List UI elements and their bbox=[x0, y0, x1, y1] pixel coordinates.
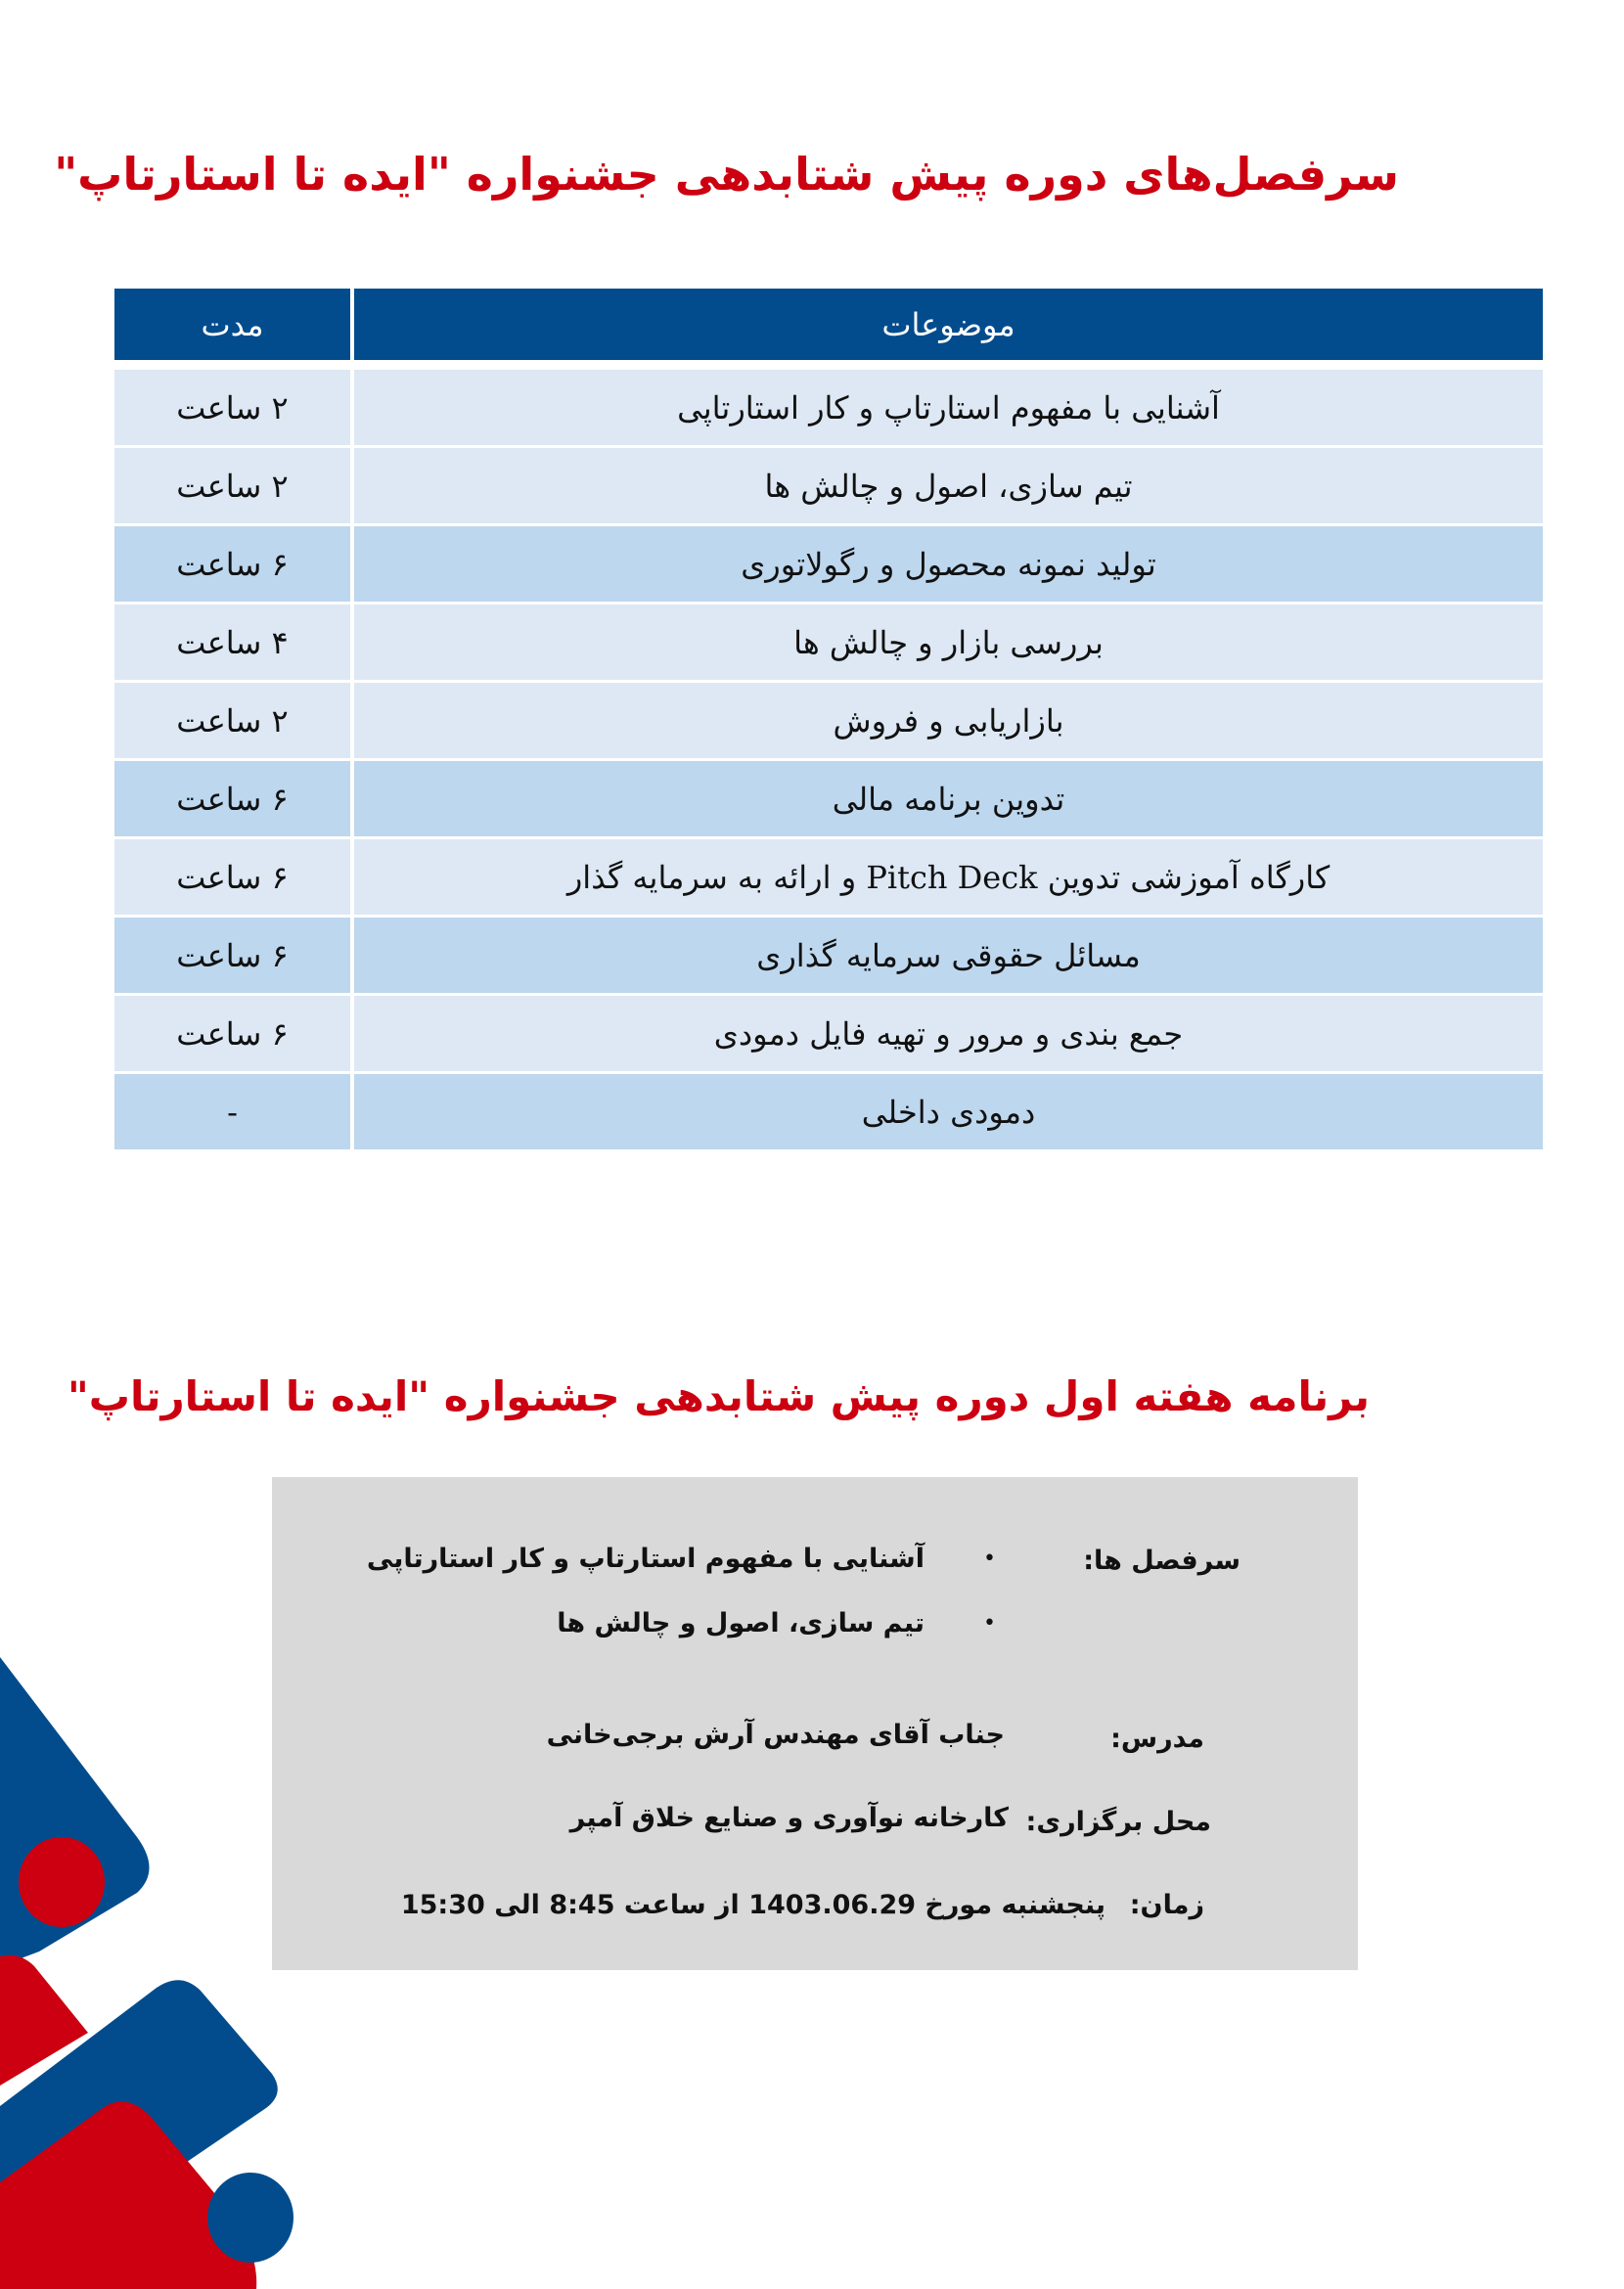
bullet-icon: • bbox=[983, 1611, 996, 1636]
topic-cell: آشنایی با مفهوم استارتاپ و کار استارتاپی bbox=[677, 388, 1220, 426]
duration-cell: ۲ ساعت bbox=[176, 388, 289, 426]
header-topics: موضوعات bbox=[881, 305, 1015, 343]
red-circle-shape bbox=[19, 1837, 105, 1927]
syllabus-table bbox=[114, 289, 1543, 1152]
table-body bbox=[114, 370, 1543, 1149]
topic-cell: کارگاه آموزشی تدوین Pitch Deck و ارائه به سرمایه گذار bbox=[566, 858, 1331, 896]
instructor-value: جناب آقای مهندس آرش برجی‌خانی bbox=[546, 1720, 1005, 1750]
time-label: زمان: bbox=[1129, 1890, 1204, 1920]
duration-cell: ۶ ساعت bbox=[176, 936, 289, 974]
duration-cell: ۴ ساعت bbox=[176, 623, 289, 661]
column-divider bbox=[350, 761, 354, 836]
decorative-shapes bbox=[0, 1624, 313, 2289]
table-row bbox=[114, 996, 1543, 1071]
topics-label: سرفصل ها: bbox=[1083, 1546, 1241, 1576]
column-divider bbox=[350, 996, 354, 1071]
table-header bbox=[114, 289, 1543, 360]
column-divider bbox=[350, 839, 354, 915]
table-row bbox=[114, 605, 1543, 680]
week1-title: برنامه هفته اول دوره پیش شتابدهی جشنواره "ایده تا استارتاپ" bbox=[67, 1372, 1370, 1420]
topic-cell: دمودی داخلی bbox=[861, 1093, 1036, 1131]
bullet-icon: • bbox=[983, 1547, 996, 1571]
duration-cell: ۲ ساعت bbox=[176, 701, 289, 740]
table-row bbox=[114, 526, 1543, 602]
duration-cell: - bbox=[227, 1093, 238, 1131]
column-divider bbox=[350, 370, 354, 445]
column-divider bbox=[350, 605, 354, 680]
topic-cell: بررسی بازار و چالش ها bbox=[793, 623, 1104, 661]
duration-cell: ۶ ساعت bbox=[176, 545, 289, 583]
column-divider bbox=[350, 918, 354, 993]
topic-item: آشنایی با مفهوم استارتاپ و کار استارتاپی bbox=[366, 1544, 925, 1574]
table-row bbox=[114, 448, 1543, 523]
table-row bbox=[114, 1074, 1543, 1149]
duration-cell: ۶ ساعت bbox=[176, 780, 289, 818]
table-row bbox=[114, 683, 1543, 758]
topic-cell: تدوین برنامه مالی bbox=[832, 780, 1065, 818]
syllabus-title: سرفصل‌های دوره پیش شتابدهی جشنواره "ایده تا استارتاپ" bbox=[54, 148, 1399, 201]
column-divider bbox=[350, 683, 354, 758]
venue-label: محل برگزاری: bbox=[1025, 1807, 1211, 1837]
table-row bbox=[114, 370, 1543, 445]
column-divider bbox=[350, 1074, 354, 1149]
time-value: پنجشنبه مورخ 1403.06.29 از ساعت 8:45 الی 15:30 bbox=[400, 1890, 1105, 1920]
topic-item: تیم سازی، اصول و چالش ها bbox=[557, 1608, 925, 1638]
table-row bbox=[114, 918, 1543, 993]
venue-value: کارخانه نوآوری و صنایع خلاق آمپر bbox=[569, 1803, 1009, 1833]
topic-cell: مسائل حقوقی سرمایه گذاری bbox=[756, 936, 1141, 974]
duration-cell: ۶ ساعت bbox=[176, 1014, 289, 1053]
topic-cell: تولید نمونه محصول و رگولاتوری bbox=[741, 545, 1156, 583]
week1-info-box bbox=[272, 1477, 1358, 1970]
blue-circle-shape bbox=[207, 2173, 293, 2263]
duration-cell: ۶ ساعت bbox=[176, 858, 289, 896]
table-row bbox=[114, 761, 1543, 836]
topic-cell: تیم سازی، اصول و چالش ها bbox=[764, 467, 1133, 505]
topic-cell: جمع بندی و مرور و تهیه فایل دمودی bbox=[713, 1014, 1184, 1053]
column-divider bbox=[350, 289, 354, 360]
column-divider bbox=[350, 448, 354, 523]
duration-cell: ۲ ساعت bbox=[176, 467, 289, 505]
table-row bbox=[114, 839, 1543, 915]
instructor-label: مدرس: bbox=[1110, 1724, 1204, 1754]
header-duration: مدت bbox=[201, 305, 264, 343]
topic-cell: بازاریابی و فروش bbox=[833, 701, 1064, 740]
column-divider bbox=[350, 526, 354, 602]
